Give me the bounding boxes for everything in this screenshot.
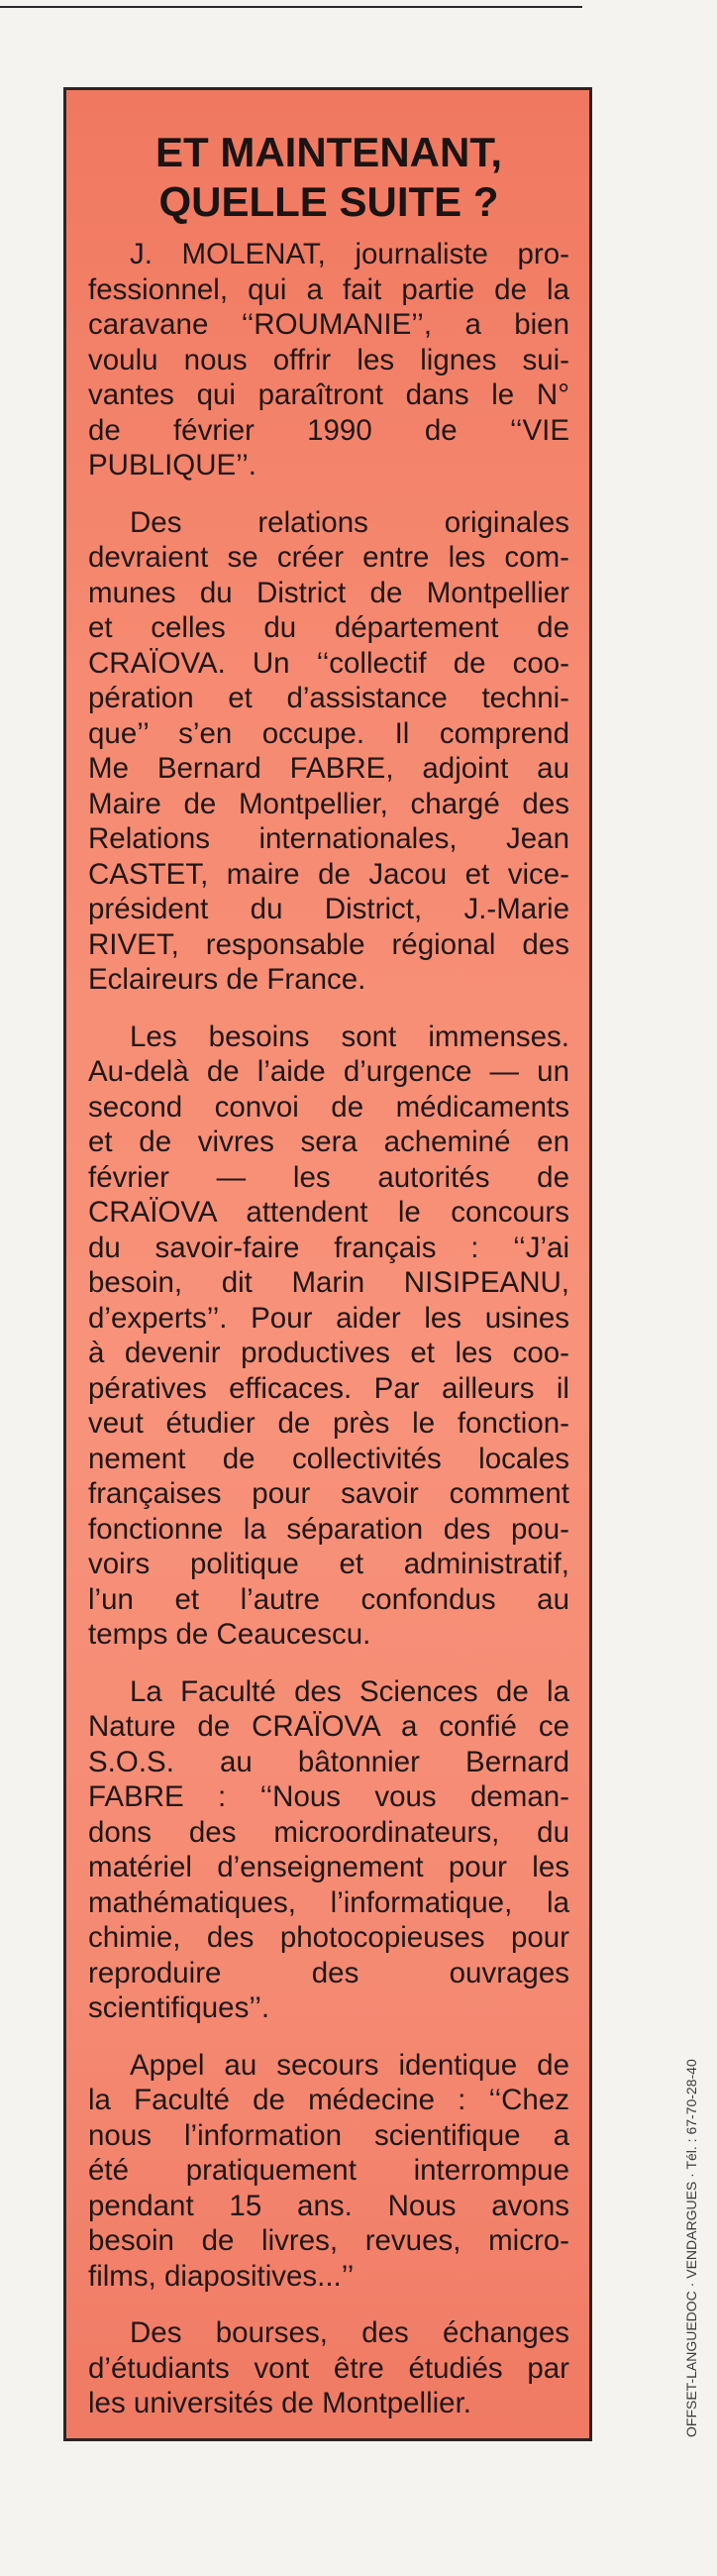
- paragraph-line: à devenir productives et les coo-: [88, 1337, 569, 1369]
- paragraph-line: films, diapositives...’’: [88, 2259, 355, 2293]
- paragraph-line: chimie, des photocopieuses pour: [88, 1921, 569, 1954]
- paragraph-line: d’étudiants vont être étudiés par: [88, 2351, 569, 2385]
- paragraph-line: besoin, dit Marin NISIPEANU,: [88, 1266, 569, 1299]
- article-paragraph: [88, 2315, 569, 2421]
- article-paragraph: [88, 2048, 569, 2295]
- paragraph-line: veut étudier de près le fonction-: [88, 1407, 569, 1440]
- printer-credit: [683, 2059, 703, 2437]
- paragraph-line: RIVET, responsable régional des: [88, 927, 569, 961]
- paragraph-line: fessionnel, qui a fait partie de la: [88, 272, 569, 306]
- paragraph-line: S.O.S. au bâtonnier Bernard: [88, 1745, 569, 1778]
- article-paragraph: [88, 237, 569, 483]
- paragraph-line: PUBLIQUE’’.: [88, 449, 256, 482]
- paragraph-line: la Faculté de médecine : ‘‘Chez: [88, 2084, 569, 2116]
- printer-credit-text: OFFSET-LANGUEDOC · VENDARGUES · Tél. : 67-70-28-40: [683, 2059, 699, 2437]
- paragraph-line: vantes qui paraîtront dans le N°: [88, 378, 569, 411]
- paragraph-line: Maire de Montpellier, chargé des: [88, 787, 569, 820]
- paragraph-line: matériel d’enseignement pour les: [88, 1851, 569, 1883]
- headline-line-2: QUELLE SUITE ?: [158, 178, 499, 225]
- paragraph-line: second convoi de médicaments: [88, 1090, 569, 1124]
- article-body: [88, 237, 569, 2421]
- paragraph-line: été pratiquement interrompue: [88, 2154, 569, 2187]
- paragraph-line: La Faculté des Sciences de la: [130, 1674, 569, 1708]
- paragraph-line: et de vivres sera acheminé en: [88, 1126, 569, 1158]
- paragraph-line: reproduire des ouvrages: [88, 1956, 569, 1989]
- paragraph-line: d’experts’’. Pour aider les usines: [88, 1301, 569, 1335]
- paragraph-line: voulu nous offrir les lignes sui-: [88, 343, 569, 376]
- paragraph-line: et celles du département de: [88, 611, 569, 644]
- paragraph-line: les universités de Montpellier.: [88, 2387, 471, 2419]
- top-divider-rule: [0, 6, 582, 8]
- paragraph-line: temps de Ceaucescu.: [88, 1618, 371, 1651]
- paragraph-line: Eclaireurs de France.: [88, 963, 366, 996]
- paragraph-line: pératives efficaces. Par ailleurs il: [88, 1371, 569, 1405]
- paragraph-line: CASTET, maire de Jacou et vice-: [88, 857, 569, 891]
- paragraph-line: pération et d’assistance techni-: [88, 682, 569, 714]
- paragraph-line: dons des microordinateurs, du: [88, 1815, 569, 1849]
- paragraph-line: Relations internationales, Jean: [88, 822, 569, 855]
- paragraph-line: du savoir-faire français : ‘‘J’ai: [88, 1231, 569, 1264]
- paragraph-line: Appel au secours identique de: [130, 2048, 569, 2082]
- paragraph-line: fonctionne la séparation des pou-: [88, 1512, 569, 1546]
- paragraph-line: Des bourses, des échanges: [130, 2316, 569, 2349]
- paragraph-line: scientifiques’’.: [88, 1991, 270, 2024]
- paragraph-line: devraient se créer entre les com-: [88, 541, 569, 574]
- paragraph-line: de février 1990 de ‘‘VIE: [88, 413, 569, 447]
- paragraph-line: besoin de livres, revues, micro-: [88, 2224, 569, 2257]
- paragraph-line: mathématiques, l’informatique, la: [88, 1885, 569, 1919]
- article-paragraph: [88, 1674, 569, 2026]
- paragraph-line: nement de collectivités locales: [88, 1442, 569, 1475]
- paragraph-line: Nature de CRAÏOVA a confié ce: [88, 1710, 569, 1743]
- headline-line-1: ET MAINTENANT,: [155, 129, 502, 175]
- paragraph-line: voirs politique et administratif,: [88, 1548, 569, 1580]
- paragraph-line: caravane ‘‘ROUMANIE’’, a bien: [88, 308, 569, 341]
- paragraph-line: pendant 15 ans. Nous avons: [88, 2189, 569, 2222]
- article-headline: [88, 128, 569, 227]
- article-paragraph: [88, 505, 569, 998]
- paragraph-line: Au-delà de l’aide d’urgence — un: [88, 1055, 569, 1088]
- paragraph-line: FABRE : ‘‘Nous vous deman-: [88, 1780, 569, 1813]
- paragraph-line: Les besoins sont immenses.: [130, 1020, 569, 1053]
- paragraph-line: Des relations originales: [130, 505, 569, 539]
- paragraph-line: J. MOLENAT, journaliste pro-: [130, 238, 569, 270]
- paragraph-line: nous l’information scientifique a: [88, 2118, 569, 2152]
- paragraph-line: président du District, J.-Marie: [88, 893, 569, 925]
- article-paragraph: [88, 1020, 569, 1653]
- article-box: [63, 87, 592, 2441]
- paragraph-line: CRAÏOVA attendent le concours: [88, 1196, 569, 1229]
- paragraph-line: Me Bernard FABRE, adjoint au: [88, 752, 569, 785]
- paragraph-line: françaises pour savoir comment: [88, 1477, 569, 1510]
- paragraph-line: munes du District de Montpellier: [88, 576, 569, 609]
- paragraph-line: l’un et l’autre confondus au: [88, 1582, 569, 1616]
- paragraph-line: que’’ s’en occupe. Il comprend: [88, 716, 569, 750]
- paragraph-line: CRAÏOVA. Un ‘‘collectif de coo-: [88, 646, 569, 680]
- paragraph-line: février — les autorités de: [88, 1160, 569, 1194]
